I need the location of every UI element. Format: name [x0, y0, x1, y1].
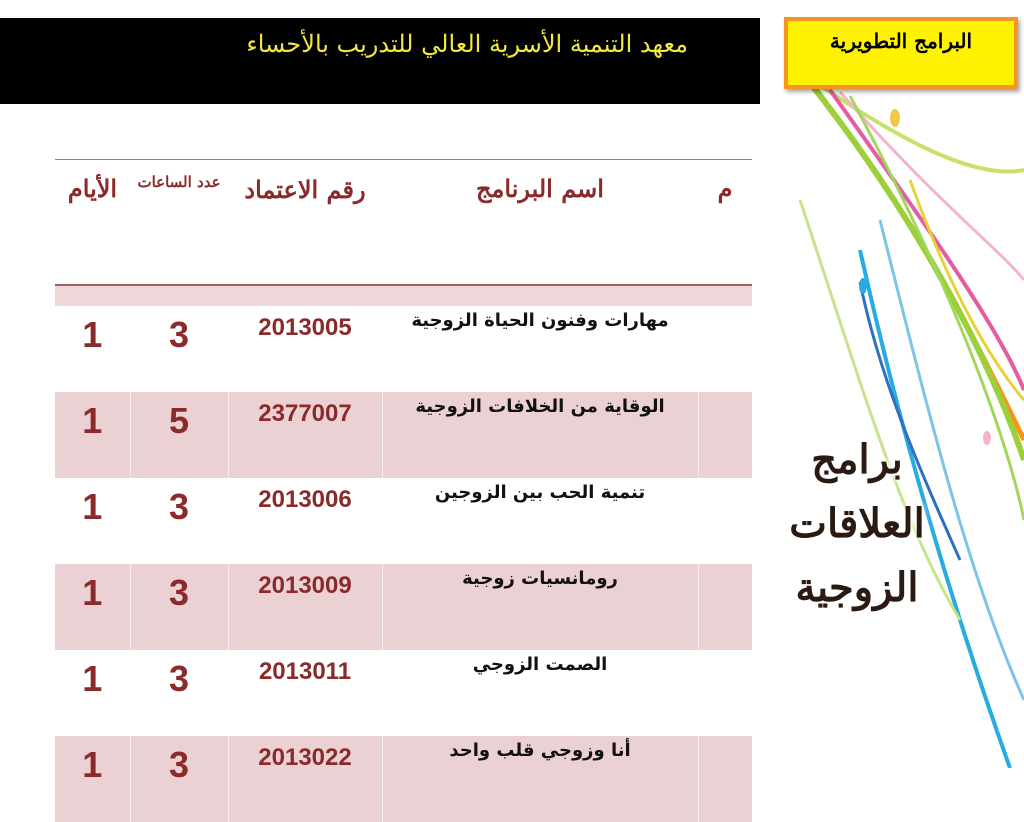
hours-cell: 3 [130, 650, 228, 736]
hours-cell: 3 [130, 478, 228, 564]
programs-table [55, 159, 752, 822]
header-bar [0, 18, 760, 104]
number-cell [698, 650, 752, 736]
number-cell [698, 478, 752, 564]
column-header-program-name: اسم البرنامج [382, 160, 698, 286]
days-cell: 1 [82, 314, 103, 355]
program-name-cell: الوقاية من الخلافات الزوجية [382, 392, 698, 478]
column-header-number: م [698, 160, 752, 286]
column-header-days: الأيام [55, 160, 130, 286]
table-header-row [55, 160, 752, 286]
table-row [55, 392, 752, 478]
table-row [55, 564, 752, 650]
table-row [55, 478, 752, 564]
hours-cell: 3 [130, 736, 228, 822]
accreditation-cell: 2013011 [228, 650, 382, 736]
program-name-cell: أنا وزوجي قلب واحد [382, 736, 698, 822]
days-cell: 1 [55, 564, 130, 650]
days-cell: 1 [82, 658, 103, 699]
table-row [55, 650, 752, 736]
column-header-accreditation: رقم الاعتماد [228, 160, 382, 286]
number-cell [698, 736, 752, 822]
number-cell [698, 564, 752, 650]
programs-category-tag [784, 17, 1018, 89]
accreditation-cell: 2377007 [228, 392, 382, 478]
hours-cell: 3 [130, 306, 228, 392]
number-cell [698, 392, 752, 478]
column-header-hours: عدد الساعات [130, 160, 228, 286]
program-name-cell: الصمت الزوجي [382, 650, 698, 736]
institute-title: معهد التنمية الأسرية العالي للتدريب بالأحساء [246, 30, 688, 58]
program-name-cell: مهارات وفنون الحياة الزوجية [382, 306, 698, 392]
table-spacer-row [55, 285, 752, 306]
days-cell: 1 [55, 736, 130, 822]
section-title-line-3: الزوجية [795, 564, 919, 611]
number-cell [698, 306, 752, 392]
section-title-line-1: برامج [811, 436, 903, 483]
days-cell: 1 [55, 392, 130, 478]
section-title [772, 428, 942, 620]
accreditation-cell: 2013006 [228, 478, 382, 564]
table-row [55, 736, 752, 822]
accreditation-cell: 2013009 [228, 564, 382, 650]
section-title-line-2: العلاقات [789, 500, 925, 547]
program-name-cell: رومانسيات زوجية [382, 564, 698, 650]
hours-cell: 3 [130, 564, 228, 650]
program-name-cell: تنمية الحب بين الزوجين [382, 478, 698, 564]
hours-cell: 5 [130, 392, 228, 478]
programs-category-label: البرامج التطويرية [829, 29, 973, 53]
days-cell: 1 [82, 486, 103, 527]
accreditation-cell: 2013005 [228, 306, 382, 392]
accreditation-cell: 2013022 [228, 736, 382, 822]
table-row [55, 306, 752, 392]
